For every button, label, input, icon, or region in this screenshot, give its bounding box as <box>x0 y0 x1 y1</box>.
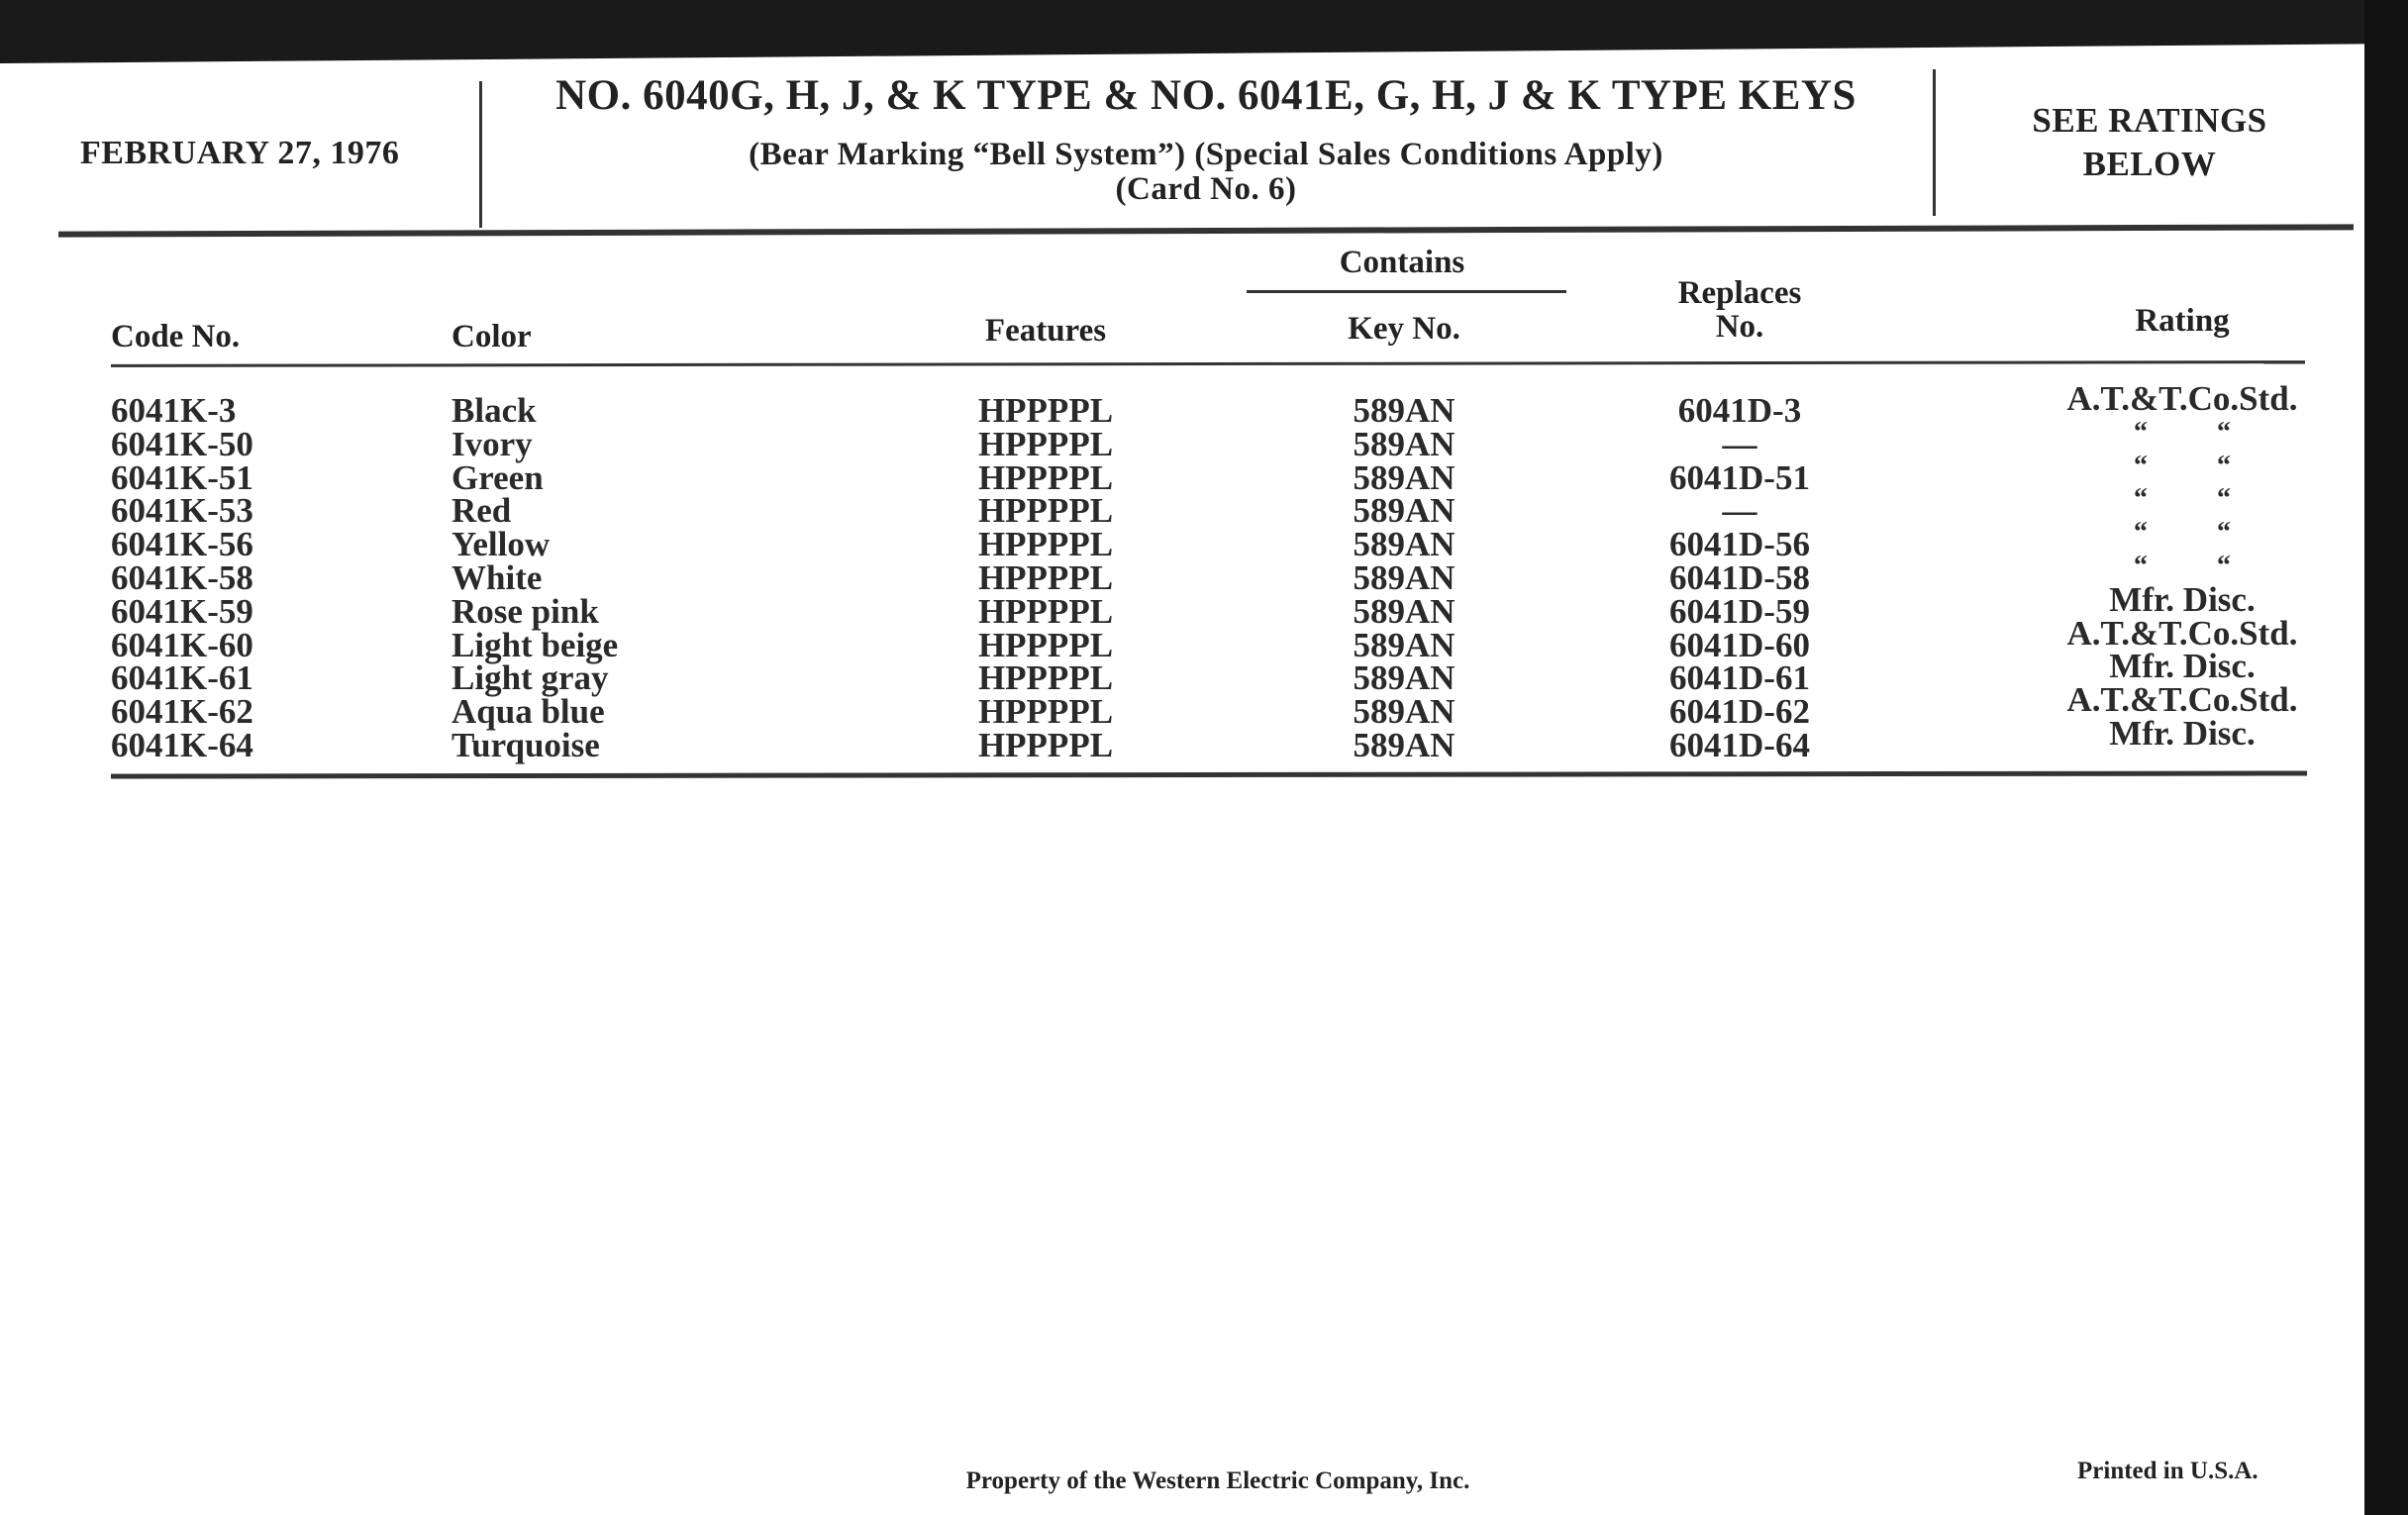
row-rating: Mfr. Disc. <box>2109 579 2256 619</box>
row-rating: “ “ <box>2134 416 2231 448</box>
row-replaces: 6041D-3 <box>1677 391 1802 430</box>
row-replaces: — <box>1722 491 1757 531</box>
row-code: 6041K-50 <box>111 424 253 463</box>
row-replaces: 6041D-58 <box>1669 558 1810 597</box>
row-replaces: 6041D-61 <box>1669 658 1810 698</box>
row-key: 589AN <box>1353 391 1455 430</box>
row-key: 589AN <box>1353 726 1455 764</box>
column-header-code: Code No. <box>111 319 241 354</box>
row-key: 589AN <box>1353 558 1455 597</box>
row-rating: “ “ <box>2134 450 2231 481</box>
row-features: HPPPPL <box>977 525 1114 564</box>
row-features: HPPPPL <box>977 558 1114 597</box>
row-code: 6041K-62 <box>111 692 253 732</box>
row-key: 589AN <box>1353 658 1455 698</box>
row-replaces: 6041D-51 <box>1669 457 1810 497</box>
row-code: 6041K-56 <box>111 525 253 564</box>
row-replaces: 6041D-60 <box>1669 625 1810 664</box>
row-code: 6041K-60 <box>111 625 253 664</box>
row-key: 589AN <box>1353 491 1455 531</box>
row-code: 6041K-61 <box>111 658 253 698</box>
column-header-rule <box>111 360 2305 367</box>
row-code: 6041K-59 <box>111 591 253 631</box>
row-features: HPPPPL <box>977 726 1114 764</box>
contains-rule <box>1247 290 1566 293</box>
row-replaces: 6041D-62 <box>1669 692 1810 732</box>
scan-border-top <box>0 0 2408 63</box>
row-key: 589AN <box>1353 692 1455 732</box>
row-features: HPPPPL <box>977 658 1114 698</box>
column-header-color: Color <box>452 319 532 354</box>
header-divider-left <box>479 81 482 228</box>
row-color: Black <box>452 391 537 430</box>
row-color: Ivory <box>452 424 533 463</box>
ratings-note-line2: BELOW <box>2082 145 2217 183</box>
row-color: Rose pink <box>452 591 599 631</box>
row-features: HPPPPL <box>977 491 1114 531</box>
row-features: HPPPPL <box>977 391 1114 430</box>
row-code: 6041K-3 <box>111 391 237 430</box>
column-header-key: Key No. <box>1348 311 1460 347</box>
row-code: 6041K-64 <box>111 726 253 764</box>
footer-printed: Printed in U.S.A. <box>2077 1458 2258 1484</box>
row-rating: “ “ <box>2134 551 2231 581</box>
row-key: 589AN <box>1353 424 1455 463</box>
footer-property: Property of the Western Electric Company, Inc. <box>965 1467 1470 1494</box>
table-bottom-rule <box>111 770 2307 778</box>
row-rating: Mfr. Disc. <box>2109 647 2256 686</box>
card-title: NO. 6040G, H, J, & K TYPE & NO. 6041E, G, H, J & K TYPE KEYS <box>555 72 1856 119</box>
header-divider-right <box>1933 69 1936 216</box>
card-date: FEBRUARY 27, 1976 <box>80 135 400 171</box>
row-replaces: 6041D-56 <box>1669 525 1810 564</box>
row-color: White <box>452 558 543 597</box>
row-replaces: — <box>1722 424 1757 463</box>
row-key: 589AN <box>1353 457 1455 497</box>
row-rating: A.T.&T.Co.Std. <box>2066 613 2298 653</box>
row-replaces: 6041D-59 <box>1669 591 1810 631</box>
ratings-note-line1: SEE RATINGS <box>2032 101 2267 140</box>
row-rating: “ “ <box>2134 517 2231 549</box>
column-group-contains: Contains <box>1339 245 1465 280</box>
row-features: HPPPPL <box>977 625 1114 664</box>
column-header-rating: Rating <box>2135 303 2230 339</box>
row-color: Light gray <box>452 658 609 698</box>
row-rating: “ “ <box>2134 483 2231 515</box>
row-features: HPPPPL <box>977 692 1114 732</box>
row-color: Red <box>452 491 512 531</box>
row-color: Turquoise <box>452 726 600 764</box>
row-code: 6041K-53 <box>111 491 253 531</box>
row-features: HPPPPL <box>977 457 1114 497</box>
row-replaces: 6041D-64 <box>1669 726 1810 764</box>
scan-border-right <box>2364 0 2408 1515</box>
row-color: Yellow <box>452 525 551 564</box>
row-color: Green <box>452 457 544 497</box>
header-rule <box>58 224 2354 237</box>
row-key: 589AN <box>1353 591 1455 631</box>
row-color: Aqua blue <box>452 692 605 732</box>
row-code: 6041K-58 <box>111 558 253 597</box>
column-header-replaces: Replaces <box>1677 275 1802 311</box>
row-rating: A.T.&T.Co.Std. <box>2066 680 2298 720</box>
column-header-features: Features <box>984 313 1107 349</box>
row-code: 6041K-51 <box>111 457 253 497</box>
column-header-replaces-no: No. <box>1715 309 1764 345</box>
row-rating: Mfr. Disc. <box>2109 714 2256 753</box>
row-key: 589AN <box>1353 525 1455 564</box>
row-features: HPPPPL <box>977 424 1114 463</box>
card-number: (Card No. 6) <box>1115 171 1297 207</box>
row-key: 589AN <box>1353 625 1455 664</box>
row-color: Light beige <box>452 625 619 664</box>
row-rating: A.T.&T.Co.Std. <box>2066 379 2298 418</box>
row-features: HPPPPL <box>977 591 1114 631</box>
card-subtitle: (Bear Marking “Bell System”) (Special Sales Conditions Apply) <box>749 137 1663 172</box>
